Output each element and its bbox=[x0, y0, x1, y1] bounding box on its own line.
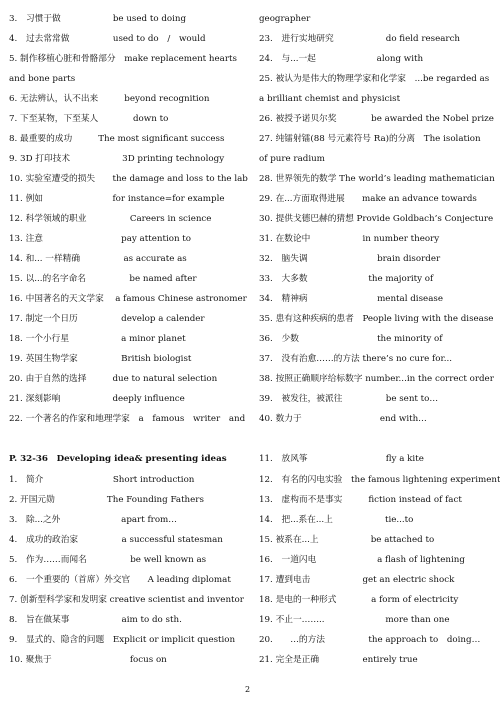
vocab-item-continued: geographer bbox=[259, 14, 311, 24]
vocab-item: 27. 纯镭射镭(88 号元素符号 Ra)的分离 The isolation bbox=[259, 134, 481, 144]
vocab-item: 17. 制定一个日历 develop a calender bbox=[9, 314, 205, 324]
vocab-item: 21. 深刻影响 deeply influence bbox=[9, 394, 185, 404]
vocab-item: 12. 科学领域的职业 Careers in science bbox=[9, 214, 212, 224]
vocab-item: 14. 把...系在...上 tie...to bbox=[259, 515, 414, 525]
vocab-item: 25. 被认为是伟大的物理学家和化学家 ...be regarded as bbox=[259, 74, 490, 84]
vocab-item: 29. 在...方面取得进展 make an advance towards bbox=[259, 194, 477, 204]
vocab-item: 20. 由于自然的选择 due to natural selection bbox=[9, 374, 218, 384]
vocab-item: 37. 没有治愈……的方法 there’s no cure for... bbox=[259, 354, 452, 364]
vocab-item: 4. 过去常常做 used to do / would bbox=[9, 34, 206, 44]
vocab-item: 2. 开国元勋 The Founding Fathers bbox=[9, 495, 204, 505]
vocab-item: 18. 一个小行星 a minor planet bbox=[9, 334, 186, 344]
vocab-item: 8. 最重要的成功 The most significant success bbox=[9, 134, 225, 144]
page-number: 2 bbox=[245, 685, 251, 694]
vocab-item: 39. 被发往，被派往 be sent to… bbox=[259, 394, 439, 404]
vocab-item: 7. 下至某物，下至某人 down to bbox=[9, 114, 169, 124]
vocab-item-continued: of pure radium bbox=[259, 154, 325, 164]
vocab-item: 30. 提供戈德巴赫的猜想 Provide Goldbach’s Conjecture bbox=[259, 214, 494, 224]
vocab-item: 4. 成功的政治家 a successful statesman bbox=[9, 535, 223, 545]
vocab-item: 36. 少数 the minority of bbox=[259, 334, 443, 344]
vocab-item: 26. 被授予诺贝尔奖 be awarded the Nobel prize bbox=[259, 114, 494, 124]
vocab-item: 10. 实验室遭受的损失 the damage and loss to the lab bbox=[9, 174, 248, 184]
vocab-item: 19. 不止一…….. more than one bbox=[259, 615, 450, 625]
vocab-item: 34. 精神病 mental disease bbox=[259, 294, 443, 304]
vocab-item: 7. 创新型科学家和发明家 creative scientist and inventor bbox=[9, 595, 244, 605]
vocab-item: 9. 3D 打印技术 3D printing technology bbox=[9, 154, 225, 164]
vocab-item: 18. 是电的一种形式 a form of electricity bbox=[259, 595, 459, 605]
vocab-item: 10. 聚焦于 focus on bbox=[9, 655, 167, 665]
vocab-item: 32. 脑失调 brain disorder bbox=[259, 254, 441, 264]
vocab-item: 12. 有名的闪电实验 the famous lightening experiment bbox=[259, 475, 500, 485]
vocab-item: 11. 放风筝 fly a kite bbox=[259, 454, 424, 464]
vocab-item: 9. 显式的、隐含的问题 Explicit or implicit question bbox=[9, 635, 236, 645]
vocab-item: 13. 注意 pay attention to bbox=[9, 234, 192, 244]
vocab-item: 13. 虚构而不是事实 fiction instead of fact bbox=[259, 495, 462, 505]
vocab-item: 15. 以...的名字命名 be named after bbox=[9, 274, 197, 284]
vocab-item: 5. 作为……而闻名 be well known as bbox=[9, 555, 207, 565]
vocab-item: 3. 习惯于做 be used to doing bbox=[9, 14, 187, 24]
vocab-item: 38. 按照正确顺序给标数字 number...in the correct order bbox=[259, 374, 494, 384]
vocab-item: 6. 无法辨认，认不出来 beyond recognition bbox=[9, 94, 210, 104]
vocab-item: 16. 中国著名的天文学家 a famous Chinese astronomer bbox=[9, 294, 247, 304]
vocab-item: 3. 除...之外 apart from… bbox=[9, 515, 177, 525]
vocab-item: 23. 进行实地研究 do field research bbox=[259, 34, 461, 44]
vocab-item: 28. 世界领先的数学 The world’s leading mathematician bbox=[259, 174, 495, 184]
vocab-item: 22. 一个著名的作家和地理学家 a famous writer and bbox=[9, 414, 246, 424]
vocab-item-continued: and bone parts bbox=[9, 74, 76, 84]
vocab-item: 15. 被系在...上 be attached to bbox=[259, 535, 435, 545]
vocab-item: 21. 完全是正确 entirely true bbox=[259, 655, 418, 665]
vocab-item: 17. 遭到电击 get an electric shock bbox=[259, 575, 455, 585]
vocab-item: 1. 简介 Short introduction bbox=[9, 475, 195, 485]
vocab-item: 14. 和... 一样精确 as accurate as bbox=[9, 254, 187, 264]
vocab-item: 24. 与...一起 along with bbox=[259, 54, 424, 64]
vocab-item: 8. 旨在做某事 aim to do sth. bbox=[9, 615, 182, 625]
vocab-item: 19. 英国生物学家 British biologist bbox=[9, 354, 192, 364]
vocab-item: 35. 患有这种疾病的患者 People living with the disease bbox=[259, 314, 494, 324]
section-title: P. 32-36 Developing idea& presenting ideas bbox=[9, 454, 227, 464]
vocab-item: 11. 例如 for instance=for example bbox=[9, 194, 225, 204]
vocab-item: 40. 数力于 end with… bbox=[259, 414, 427, 424]
vocab-item: 6. 一个重要的（首席）外交官 A leading diplomat bbox=[9, 575, 231, 585]
vocab-item: 31. 在数论中 in number theory bbox=[259, 234, 440, 244]
vocab-item-continued: a brilliant chemist and physicist bbox=[259, 94, 401, 104]
vocab-item: 33. 大多数 the majority of bbox=[259, 274, 434, 284]
vocab-item: 20. …的方法 the approach to doing… bbox=[259, 635, 481, 645]
vocab-item: 16. 一道闪电 a flash of lightening bbox=[259, 555, 465, 565]
vocab-item: 5. 制作移植心脏和骨骼部分 make replacement hearts bbox=[9, 54, 237, 64]
